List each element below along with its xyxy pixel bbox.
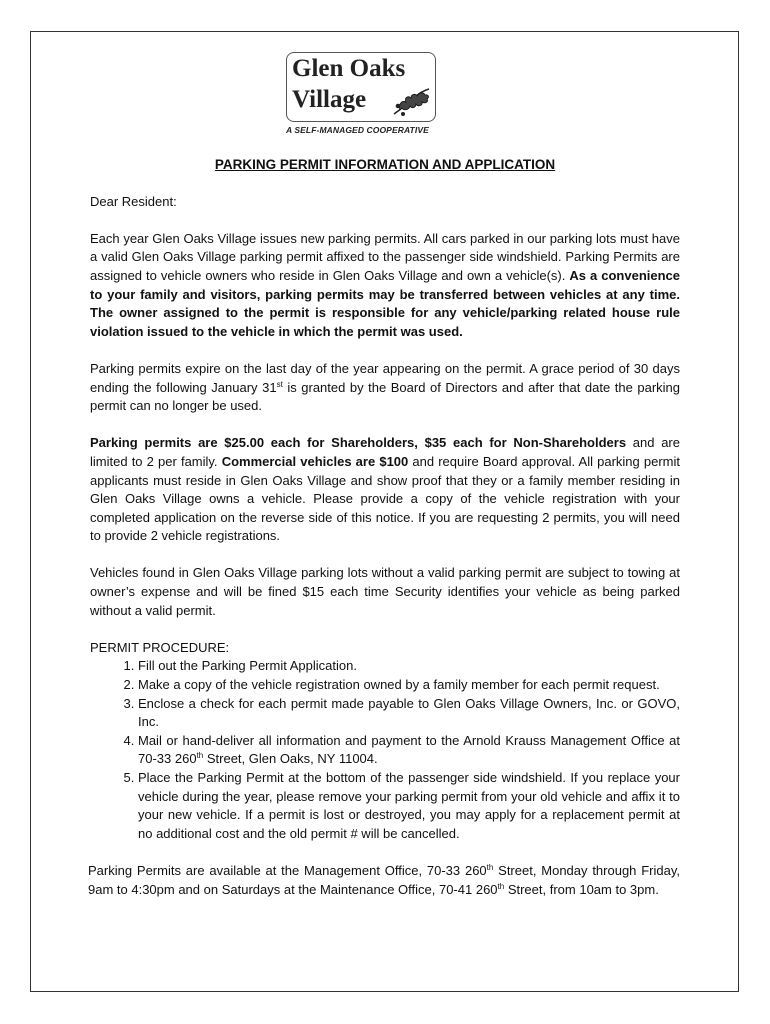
paragraph-availability (88, 862, 680, 899)
logo-tagline: A SELF-MANAGED COOPERATIVE (286, 125, 429, 135)
expiration-ordinal: st (276, 379, 283, 389)
paragraph-towing: Vehicles found in Glen Oaks Village parking lots without a valid parking permit are subject to towing at owner’s expense and will be fined $15 each time Security identifies your vehicle as being parked without a valid permit. (90, 565, 680, 618)
logo-title-line1: Glen Oaks (292, 55, 406, 82)
procedure-heading: PERMIT PROCEDURE: (90, 639, 230, 655)
procedure-step: 5. Place the Parking Permit at the bottom of the passenger side windshield. If you replace your vehicle during the year, please remove your parking permit from your old vehicle and affix it to your new vehicle. If a permit is lost or destroyed, you may apply for a replacement permit at no additional cost and the old permit # will be cancelled. (138, 769, 680, 843)
availability-text-a: Parking Permits are available at the Management Office, 70-33 260 (88, 862, 487, 878)
availability-ordinal-2: th (497, 881, 505, 891)
availability-text-c: Street, from 10am to 3pm. (504, 881, 659, 897)
page-title: PARKING PERMIT INFORMATION AND APPLICATION (214, 157, 556, 172)
procedure-list (90, 657, 680, 843)
procedure-step: 2. Make a copy of the vehicle registration owned by a family member for each permit request. (138, 676, 680, 695)
paragraph-fees (90, 434, 680, 546)
fees-text-1: and are limited to 2 per family. (90, 435, 680, 469)
procedure-step (138, 732, 680, 769)
logo-title-line2: Village (292, 86, 367, 113)
letter-body (90, 156, 680, 899)
overview-text: Each year Glen Oaks Village issues new parking permits. All cars parked in our parking lots must have a valid Glen Oaks Village parking permit affixed to the passenger side windshield. Parking Permits are assigned to vehicle owners who reside in Glen Oaks Village and own a vehicle(s). (90, 230, 680, 283)
fees-text-2: and require Board approval. All parking permit applicants must reside in Glen Oaks Village and show proof that they or a family member residing in Glen Oaks Village owns a vehicle. Please provide a copy of the vehicle registration with your completed application on the reverse side of this notice. If you are requesting 2 permits, you will need to provide 2 vehicle registrations. (90, 453, 680, 544)
availability-text-b: Street, Monday through Friday, 9am to 4:30pm and on Saturdays at the Maintenance Office, 70-41 260 (88, 862, 680, 897)
expiration-text-a: Parking permits expire on the last day of the year appearing on the permit. A grace period of 30 days ending the following January 31 (90, 360, 680, 395)
step4-ordinal: th (196, 751, 204, 761)
oak-leaf-icon (392, 86, 432, 118)
expiration-text-b: is granted by the Board of Directors and after that date the parking permit can no longer be used. (90, 379, 680, 414)
glen-oaks-logo (282, 52, 442, 138)
step4-text-a: Mail or hand-deliver all information and payment to the Arnold Krauss Management Office at 70-33 260 (138, 732, 680, 767)
paragraph-expiration (90, 360, 680, 416)
paragraph-permit-overview (90, 230, 680, 342)
overview-bold-text: As a convenience to your family and visitors, parking permits may be transferred between vehicles at any time. The owner assigned to the permit is responsible for any vehicle/parking related house rule violation issued to the vehicle in which the permit was used. (90, 267, 680, 339)
fees-bold-commercial: Commercial vehicles are $100 (221, 453, 409, 469)
procedure-step: 1. Fill out the Parking Permit Application. (138, 657, 680, 676)
fees-bold-prices: Parking permits are $25.00 each for Shareholders, $35 each for Non-Shareholders (90, 435, 627, 451)
procedure-step: 3. Enclose a check for each permit made payable to Glen Oaks Village Owners, Inc. or GOVO, Inc. (138, 695, 680, 732)
availability-ordinal-1: th (486, 862, 494, 872)
step4-text-b: Street, Glen Oaks, NY 11004. (203, 751, 378, 767)
greeting: Dear Resident: (90, 193, 177, 209)
